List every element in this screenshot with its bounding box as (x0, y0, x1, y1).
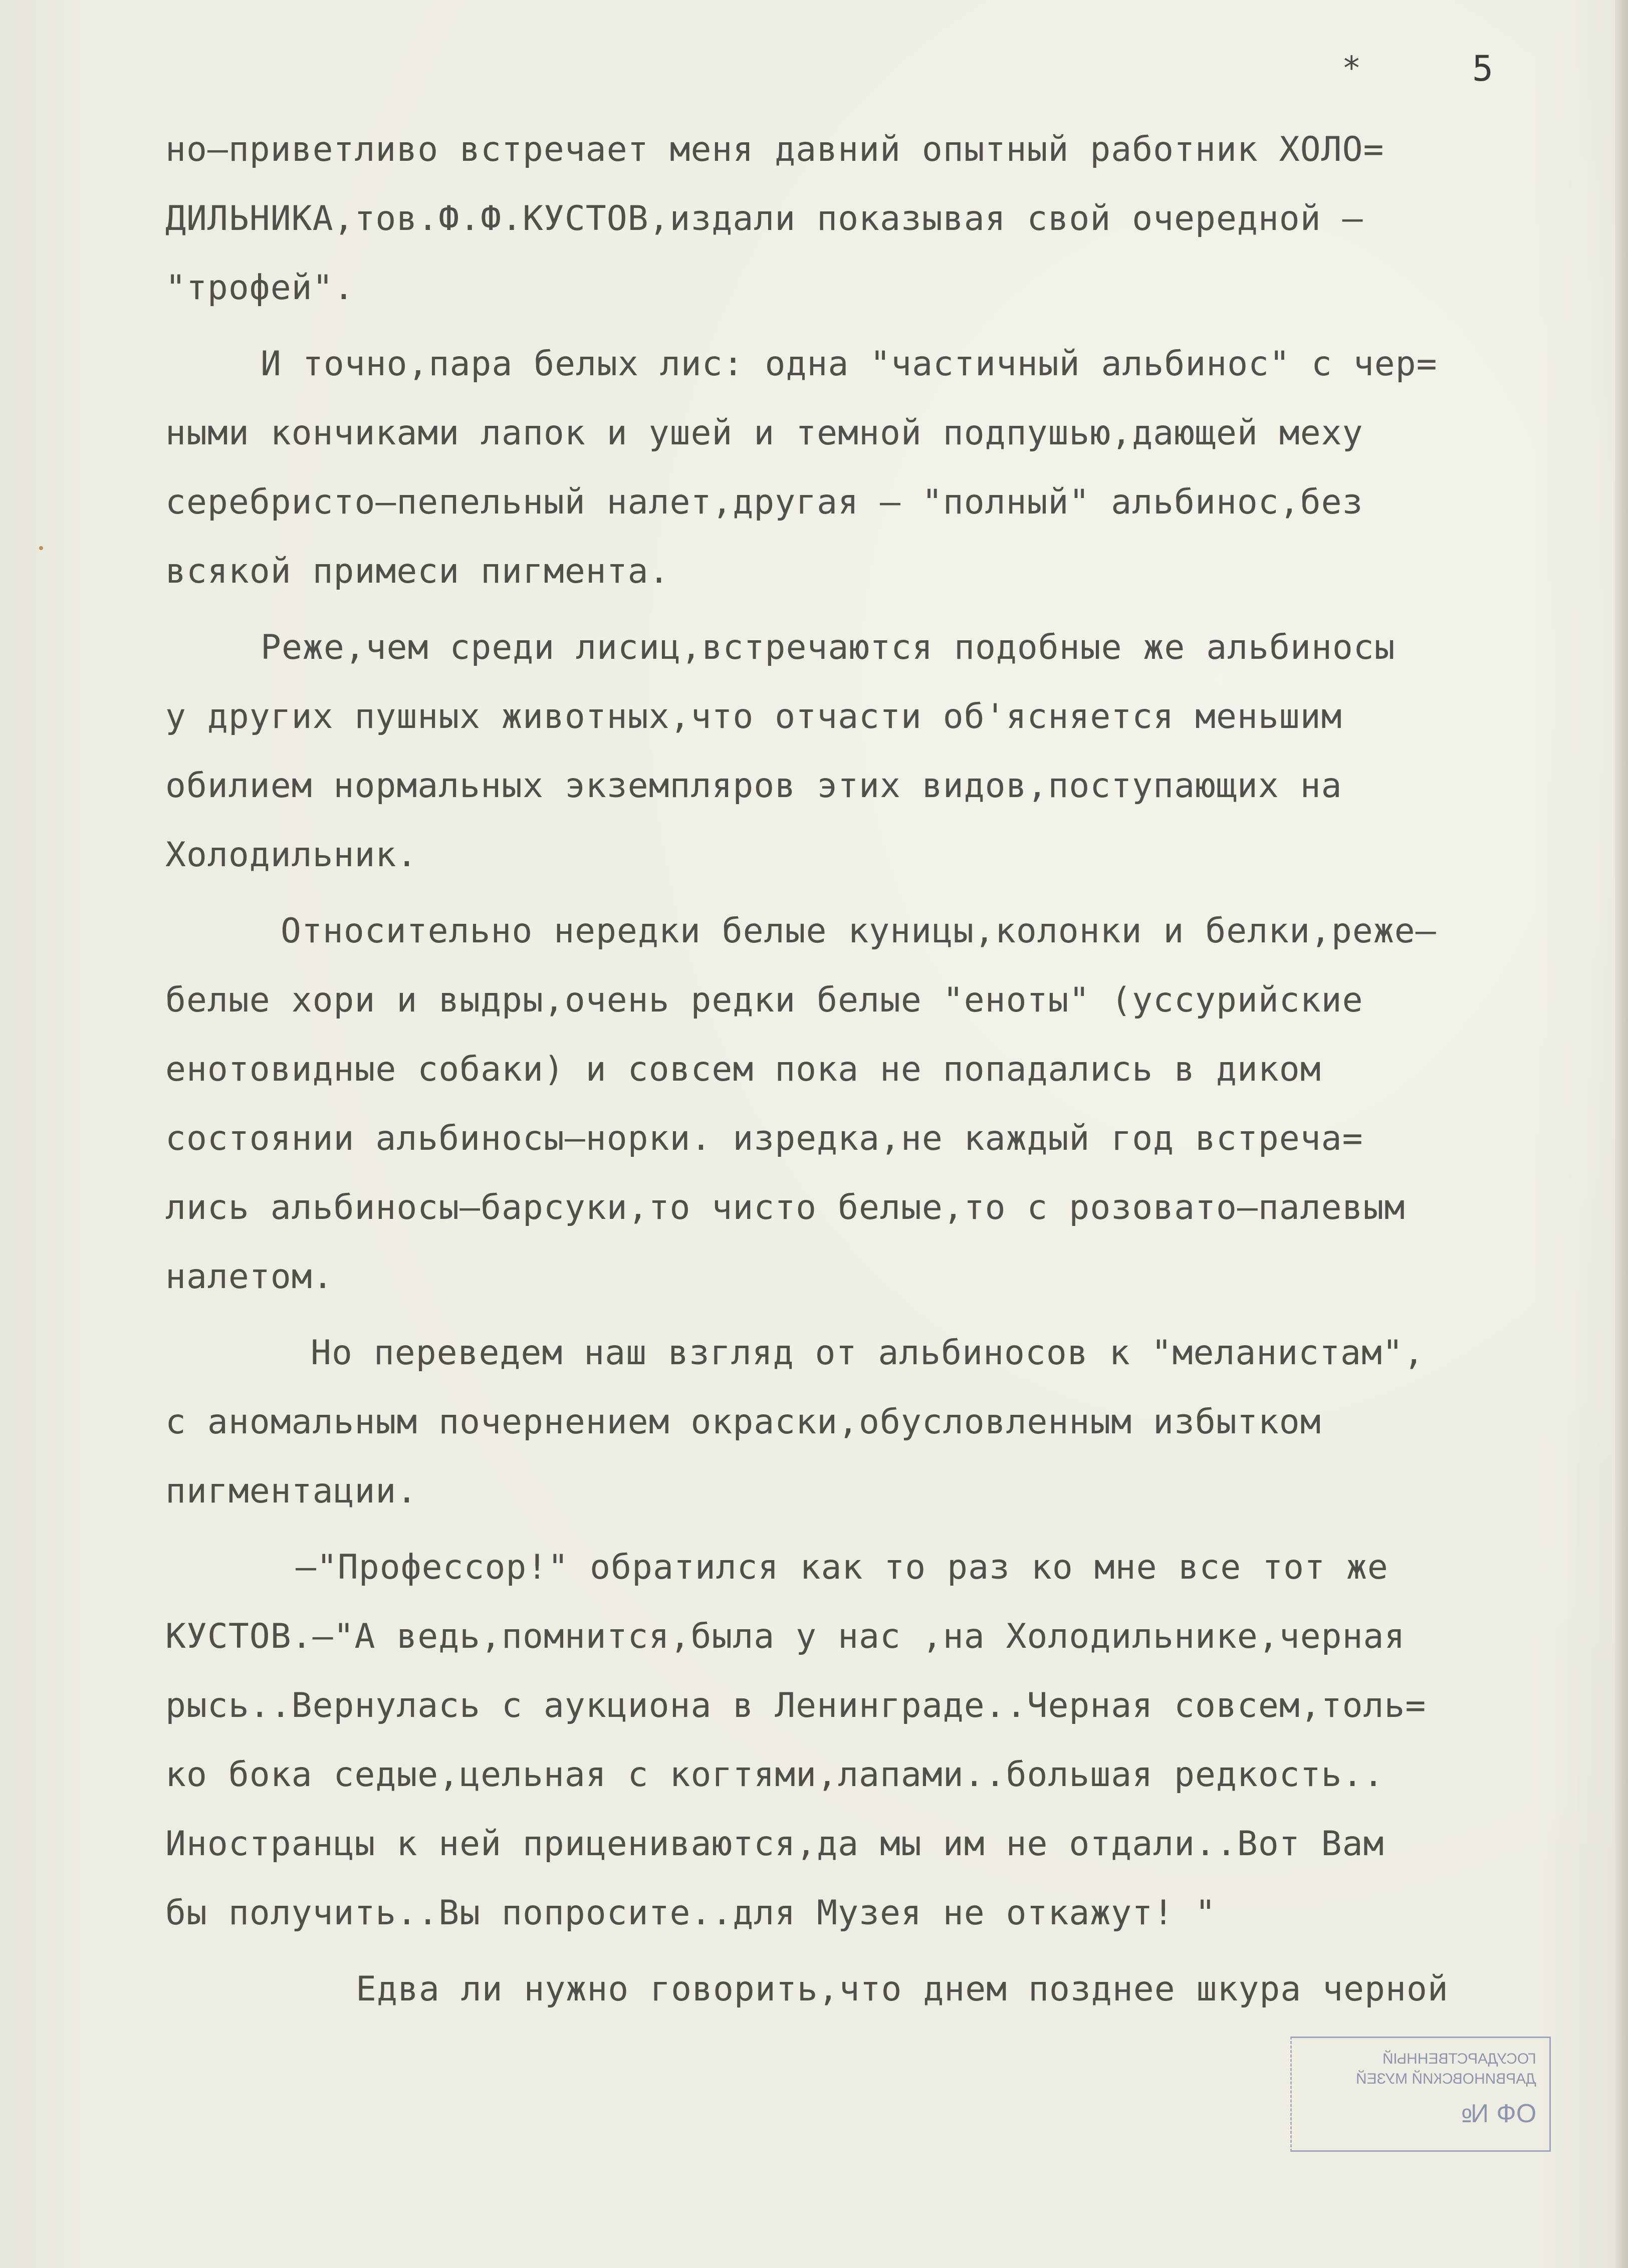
stamp-text: ГОСУДАРСТВЕННЫЙ (1382, 2051, 1536, 2067)
paragraph-gap (165, 1948, 1518, 1955)
stamp-line-2 (1305, 2069, 1536, 2089)
text-line: ными кончиками лапок и ушей и темной подпушью,дающей меху (165, 413, 1363, 453)
text-line: енотовидные собаки) и совсем пока не попадались в диком (165, 1050, 1321, 1089)
text-line: –"Профессор!" обратился как то раз ко мне все тот же (296, 1548, 1388, 1587)
stamp-text: ДАРВИНОВСКИЙ МУЗЕЙ (1356, 2071, 1536, 2087)
text-line: бы получить..Вы попросите..для Музея не откажут! " (165, 1893, 1216, 1933)
paragraph-gap (165, 606, 1518, 613)
text-line: Иностранцы к ней прицениваются,да мы им не отдали..Вот Вам (165, 1824, 1384, 1864)
text-line: рысь..Вернулась с аукциона в Ленинграде..Черная совсем,толь= (165, 1686, 1427, 1725)
paragraph-gap (165, 1526, 1518, 1533)
page-number: 5 (1472, 48, 1493, 89)
text-line: КУСТОВ.–"А ведь,помнится,была у нас ,на Холодильнике,черная (165, 1617, 1406, 1656)
paragraph-gap (165, 890, 1518, 897)
paper-speck (39, 546, 43, 550)
page-edge (1615, 0, 1628, 2268)
text-line: И точно,пара белых лис: одна "частичный альбинос" с чер= (261, 344, 1438, 384)
museum-stamp (1290, 2037, 1551, 2152)
text-line: серебристо–пепельный налет,другая – "полный" альбинос,без (165, 482, 1363, 522)
text-line: белые хори и выдры,очень редки белые "еноты" (уссурийские (165, 980, 1363, 1020)
page-star-mark: * (1342, 50, 1361, 87)
text-line: всякой примеси пигмента. (165, 552, 670, 591)
text-line: но–приветливо встречает меня давний опытный работник ХОЛО= (165, 130, 1384, 169)
text-line: у других пушных животных,что отчасти об'ясняется меньшим (165, 697, 1342, 736)
paragraph-gap (165, 1312, 1518, 1319)
stamp-text: ОФ № (1461, 2099, 1536, 2128)
text-line: "трофей". (165, 268, 355, 308)
text-line: Но переведем наш взгляд от альбиносов к "меланистам", (311, 1333, 1425, 1373)
text-line: лись альбиносы–барсуки,то чисто белые,то с розовато–палевым (165, 1188, 1406, 1227)
text-line: с аномальным почернением окраски,обусловленным избытком (165, 1402, 1321, 1442)
stamp-line-1 (1305, 2049, 1536, 2069)
text-line: Относительно нередки белые куницы,колонки и белки,реже– (281, 911, 1437, 951)
text-line: состоянии альбиносы–норки. изредка,не каждый год встреча= (165, 1119, 1363, 1158)
text-line: пигментации. (165, 1471, 418, 1511)
text-line: обилием нормальных экземпляров этих видов,поступающих на (165, 766, 1342, 806)
text-line: ДИЛЬНИКА,тов.Ф.Ф.КУСТОВ,издали показывая свой очередной – (165, 199, 1363, 238)
typewritten-text (165, 115, 1518, 2024)
text-line: налетом. (165, 1257, 334, 1297)
paragraph-gap (165, 323, 1518, 330)
page-header (1333, 48, 1503, 88)
stamp-line-3 (1305, 2096, 1536, 2131)
text-line: ко бока седые,цельная с когтями,лапами..большая редкость.. (165, 1755, 1384, 1795)
text-line: Едва ли нужно говорить,что днем позднее шкура черной (356, 1969, 1449, 2009)
text-line: Холодильник. (165, 835, 418, 875)
text-line: Реже,чем среди лисиц,встречаются подобные же альбиносы (261, 628, 1396, 667)
